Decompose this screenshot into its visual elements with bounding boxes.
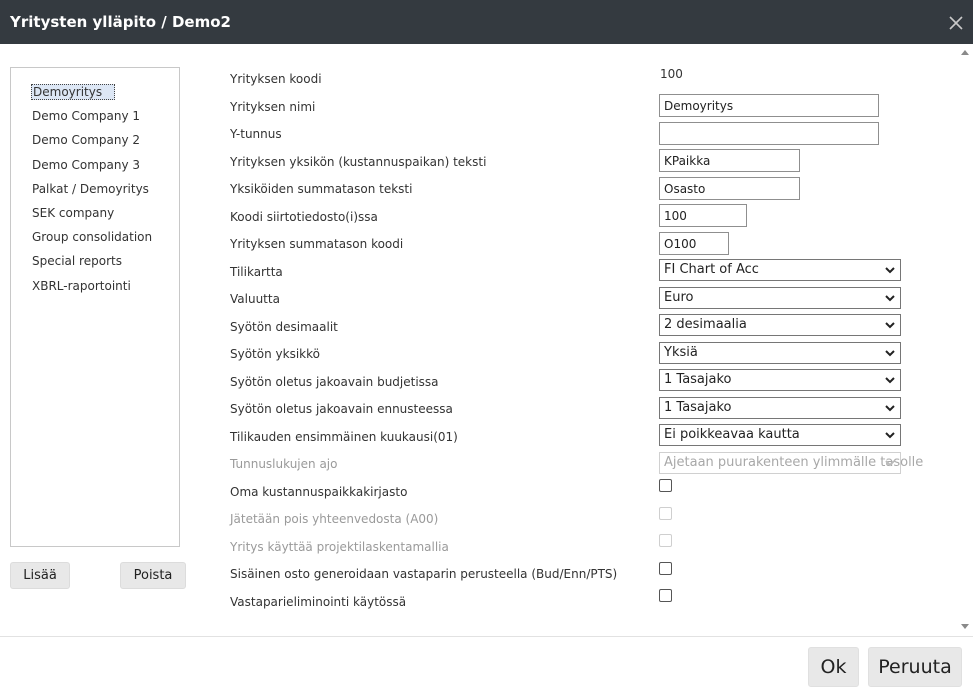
fiscal-first-month-select[interactable] [659, 424, 901, 446]
currency-select[interactable] [659, 287, 901, 309]
business-id-label: Y-tunnus [230, 127, 282, 141]
close-icon[interactable] [947, 14, 965, 32]
sidebar-item-palkat-demoyritys[interactable]: Palkat / Demoyritys [32, 182, 149, 196]
remove-company-button[interactable]: Poista [120, 562, 186, 589]
sidebar-item-demo-company-1[interactable]: Demo Company 1 [32, 109, 141, 123]
currency-label: Valuutta [230, 292, 280, 306]
form-scrollbar[interactable] [957, 44, 973, 636]
business-id-input[interactable] [659, 122, 879, 145]
input-unit-value: Yksiä [664, 345, 698, 360]
unit-sum-text-input[interactable] [659, 177, 800, 200]
forecast-key-label: Syötön oletus jakoavain ennusteessa [230, 402, 453, 416]
sidebar-item-group-consolidation[interactable]: Group consolidation [32, 230, 153, 244]
chevron-down-icon [884, 457, 896, 469]
kpi-run-value: Ajetaan puurakenteen ylimmälle tasolle [664, 455, 924, 470]
sidebar-item-demoyritys[interactable]: Demoyritys [31, 84, 115, 100]
kpi-run-label: Tunnuslukujen ajo [230, 457, 338, 471]
sidebar-item-special-reports[interactable]: Special reports [32, 254, 122, 268]
dialog-titlebar [0, 0, 973, 44]
chevron-down-icon [884, 429, 896, 441]
counterparty-elimination-label: Vastaparieliminointi käytössä [230, 595, 407, 609]
budget-key-label: Syötön oletus jakoavain budjetissa [230, 375, 439, 389]
internal-purchase-checkbox[interactable] [659, 562, 672, 575]
sidebar-item-sek-company[interactable]: SEK company [32, 206, 115, 220]
chevron-down-icon [884, 264, 896, 276]
fiscal-first-month-value: Ei poikkeavaa kautta [664, 427, 800, 442]
input-decimals-label: Syötön desimaalit [230, 320, 338, 334]
budget-key-value: 1 Tasajako [664, 372, 732, 387]
chevron-down-icon [884, 347, 896, 359]
cancel-button[interactable]: Peruuta [868, 647, 962, 687]
kpi-run-select [659, 452, 924, 474]
counterparty-elimination-checkbox[interactable] [659, 589, 672, 602]
company-code-value: 100 [660, 67, 683, 81]
company-code-label: Yrityksen koodi [230, 72, 322, 86]
input-decimals-select[interactable] [659, 314, 901, 336]
fiscal-first-month-label: Tilikauden ensimmäinen kuukausi(01) [230, 430, 458, 444]
company-list [10, 67, 180, 547]
transfer-code-input[interactable] [659, 204, 747, 227]
chart-of-accounts-select[interactable] [659, 259, 901, 281]
scroll-down-icon[interactable] [961, 624, 969, 629]
sidebar-item-demo-company-2[interactable]: Demo Company 2 [32, 133, 141, 147]
chevron-down-icon [884, 292, 896, 304]
budget-key-select[interactable] [659, 369, 901, 391]
own-cost-center-library-checkbox[interactable] [659, 479, 672, 492]
unit-text-input[interactable] [659, 149, 800, 172]
footer-divider [0, 636, 973, 637]
input-unit-label: Syötön yksikkö [230, 347, 320, 361]
unit-sum-text-label: Yksiköiden summatason teksti [230, 182, 413, 196]
project-model-label: Yritys käyttää projektilaskentamallia [230, 540, 449, 554]
sum-level-code-label: Yrityksen summatason koodi [230, 237, 404, 251]
transfer-code-label: Koodi siirtotiedosto(i)ssa [230, 210, 378, 224]
forecast-key-select[interactable] [659, 397, 901, 419]
chevron-down-icon [884, 374, 896, 386]
chart-of-accounts-value: FI Chart of Acc [664, 262, 759, 277]
forecast-key-value: 1 Tasajako [664, 400, 732, 415]
dialog-title: Yritysten ylläpito / Demo2 [10, 13, 231, 31]
internal-purchase-label: Sisäinen osto generoidaan vastaparin perusteella (Bud/Enn/PTS) [230, 567, 618, 581]
scroll-up-icon[interactable] [961, 50, 969, 55]
unit-text-label: Yrityksen yksikön (kustannuspaikan) teksti [230, 155, 487, 169]
input-unit-select[interactable] [659, 342, 901, 364]
project-model-checkbox [659, 534, 672, 547]
input-decimals-value: 2 desimaalia [664, 317, 747, 332]
sum-level-code-input[interactable] [659, 232, 729, 255]
chevron-down-icon [884, 402, 896, 414]
exclude-summary-checkbox [659, 507, 672, 520]
sidebar-item-demo-company-3[interactable]: Demo Company 3 [32, 158, 141, 172]
chevron-down-icon [884, 319, 896, 331]
ok-button[interactable]: Ok [808, 647, 859, 687]
sidebar-item-xbrl-raportointi[interactable]: XBRL-raportointi [32, 279, 131, 293]
exclude-summary-label: Jätetään pois yhteenvedosta (A00) [230, 512, 439, 526]
company-name-input[interactable] [659, 94, 879, 117]
company-name-label: Yrityksen nimi [230, 100, 316, 114]
add-company-button[interactable]: Lisää [10, 562, 70, 589]
own-cost-center-library-label: Oma kustannuspaikkakirjasto [230, 485, 408, 499]
chart-of-accounts-label: Tilikartta [230, 265, 283, 279]
currency-value: Euro [664, 290, 694, 305]
